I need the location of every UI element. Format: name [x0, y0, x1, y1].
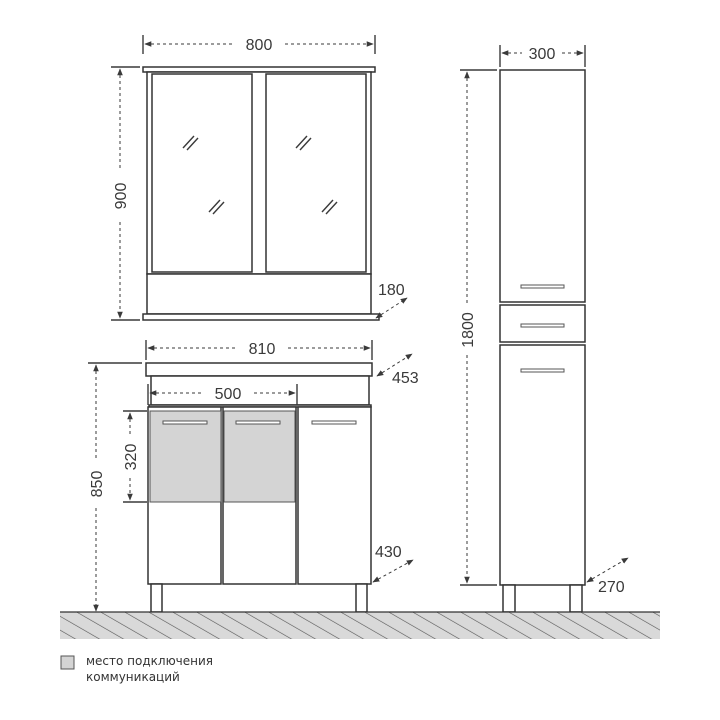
zone-width-label: 500 [214, 386, 242, 403]
pencil-height-label: 1800 [460, 312, 477, 348]
connection-zone-right [224, 411, 295, 502]
vanity-door-right [298, 407, 371, 584]
handle [312, 421, 356, 424]
vanity-unit [146, 363, 372, 612]
pencil-lower-door [500, 345, 585, 585]
pencil-leg [570, 585, 582, 612]
dim-vanity-depth [373, 544, 413, 582]
dim-mirror-height [111, 67, 140, 320]
handle [521, 285, 564, 288]
pencil-cabinet [500, 70, 585, 612]
mirror-width-label: 800 [245, 37, 273, 54]
pencil-depth-label: 270 [598, 579, 625, 596]
dim-pencil-height [460, 70, 497, 585]
legend-line-2: коммуникаций [86, 670, 180, 684]
mirror-shelf [147, 274, 371, 314]
dim-mirror-width [143, 35, 375, 54]
vanity-height-label: 850 [89, 470, 106, 498]
vanity-depth-label: 430 [375, 544, 402, 561]
vanity-leg [151, 584, 162, 612]
mirror-door-left [152, 74, 252, 272]
dim-mirror-depth [376, 282, 407, 318]
dim-pencil-depth [587, 558, 628, 596]
dim-pencil-width [500, 45, 585, 67]
legend [61, 654, 213, 684]
mirror-depth-label: 180 [378, 282, 405, 299]
mirror-door-right [266, 74, 366, 272]
handle [163, 421, 207, 424]
vanity-leg [356, 584, 367, 612]
mirror-cabinet [143, 67, 379, 320]
legend-swatch [61, 656, 74, 669]
mirror-height-label: 900 [113, 182, 130, 210]
top-depth-label: 453 [392, 370, 419, 387]
top-width-label: 810 [248, 341, 276, 358]
floor-hatching [60, 612, 660, 639]
connection-zone-left [150, 411, 221, 502]
pencil-leg [503, 585, 515, 612]
handle [521, 369, 564, 372]
dim-zone-height [123, 411, 147, 502]
handle [521, 324, 564, 327]
dim-top-depth [377, 354, 419, 387]
dim-top-width [146, 340, 372, 360]
pencil-width-label: 300 [528, 46, 556, 63]
handle [236, 421, 280, 424]
zone-height-label: 320 [123, 443, 140, 471]
legend-line-1: место подключения [86, 654, 214, 668]
pencil-upper-door [500, 70, 585, 302]
vanity-top [146, 363, 372, 376]
dim-vanity-height [88, 363, 142, 611]
